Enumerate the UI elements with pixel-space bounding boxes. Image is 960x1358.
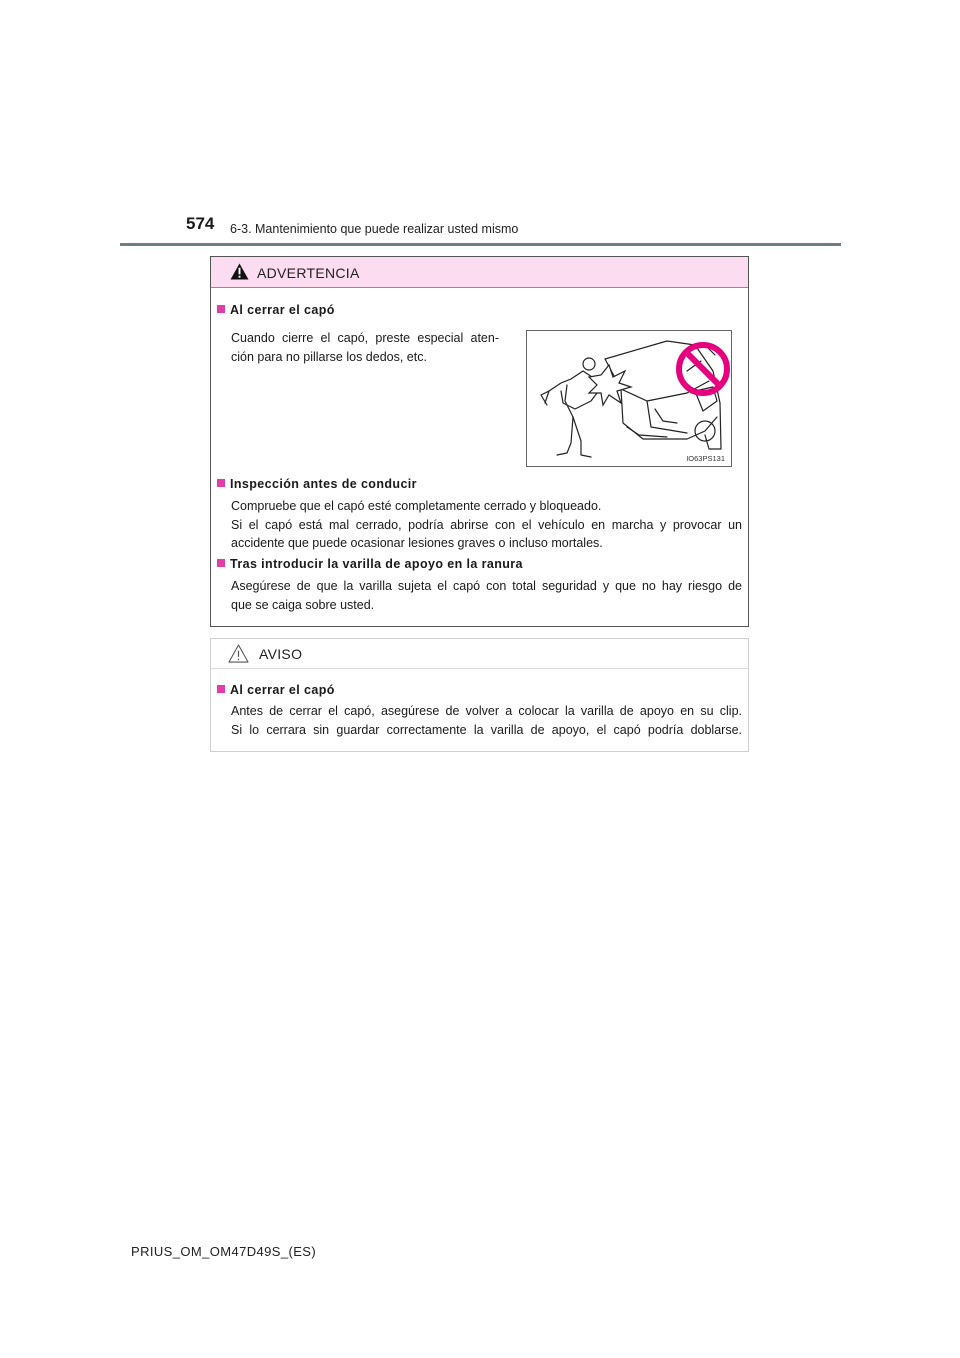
notice-header (211, 639, 748, 669)
square-bullet-icon (217, 305, 225, 313)
text-line: Si el capó está mal cerrado, podría abrirse con el vehículo en marcha y provocar un (231, 517, 742, 532)
warning-box (210, 256, 749, 627)
warning-item-title: Tras introducir la varilla de apoyo en la ranura (217, 557, 523, 571)
illustration-code: IO63PS131 (686, 454, 725, 463)
square-bullet-icon (217, 685, 225, 693)
warning-icon (230, 263, 249, 280)
warning-item-text (231, 497, 742, 553)
warning-title: ADVERTENCIA (257, 265, 360, 281)
text-line: ción para no pillarse los dedos, etc. (231, 349, 427, 364)
notice-title: AVISO (259, 646, 303, 662)
text-line: Si lo cerrara sin guardar correctamente la varilla de apoyo, el capó podría doblarse. (231, 722, 742, 737)
caution-icon (228, 644, 249, 663)
notice-item-title: Al cerrar el capó (217, 683, 335, 697)
warning-item-text (231, 329, 499, 366)
text-line: Asegúrese de que la varilla sujeta el capó con total seguridad y que no hay riesgo de (231, 579, 742, 593)
text-line: accidente que puede ocasionar lesiones graves o incluso mortales. (231, 536, 603, 550)
notice-box (210, 638, 749, 752)
hood-closing-illustration (527, 331, 732, 467)
warning-item-title: Al cerrar el capó (217, 303, 335, 317)
text-line: Antes de cerrar el capó, asegúrese de volver a colocar la varilla de apoyo en su clip. (231, 704, 742, 718)
text-line: Cuando cierre el capó, preste especial aten- (231, 331, 499, 345)
footer-doc-id: PRIUS_OM_OM47D49S_(ES) (131, 1244, 317, 1259)
warning-header (211, 257, 748, 288)
warning-item-title: Inspección antes de conducir (217, 477, 417, 491)
header-rule (120, 243, 841, 246)
page-number: 574 (186, 214, 215, 233)
section-title: 6-3. Mantenimiento que puede realizar usted mismo (230, 222, 519, 236)
warning-item-text (231, 577, 742, 614)
text-line: Compruebe que el capó esté completamente cerrado y bloqueado. (231, 499, 602, 513)
square-bullet-icon (217, 479, 225, 487)
notice-item-text (231, 702, 742, 739)
illustration-frame (526, 330, 732, 467)
square-bullet-icon (217, 559, 225, 567)
text-line: que se caiga sobre usted. (231, 597, 375, 612)
